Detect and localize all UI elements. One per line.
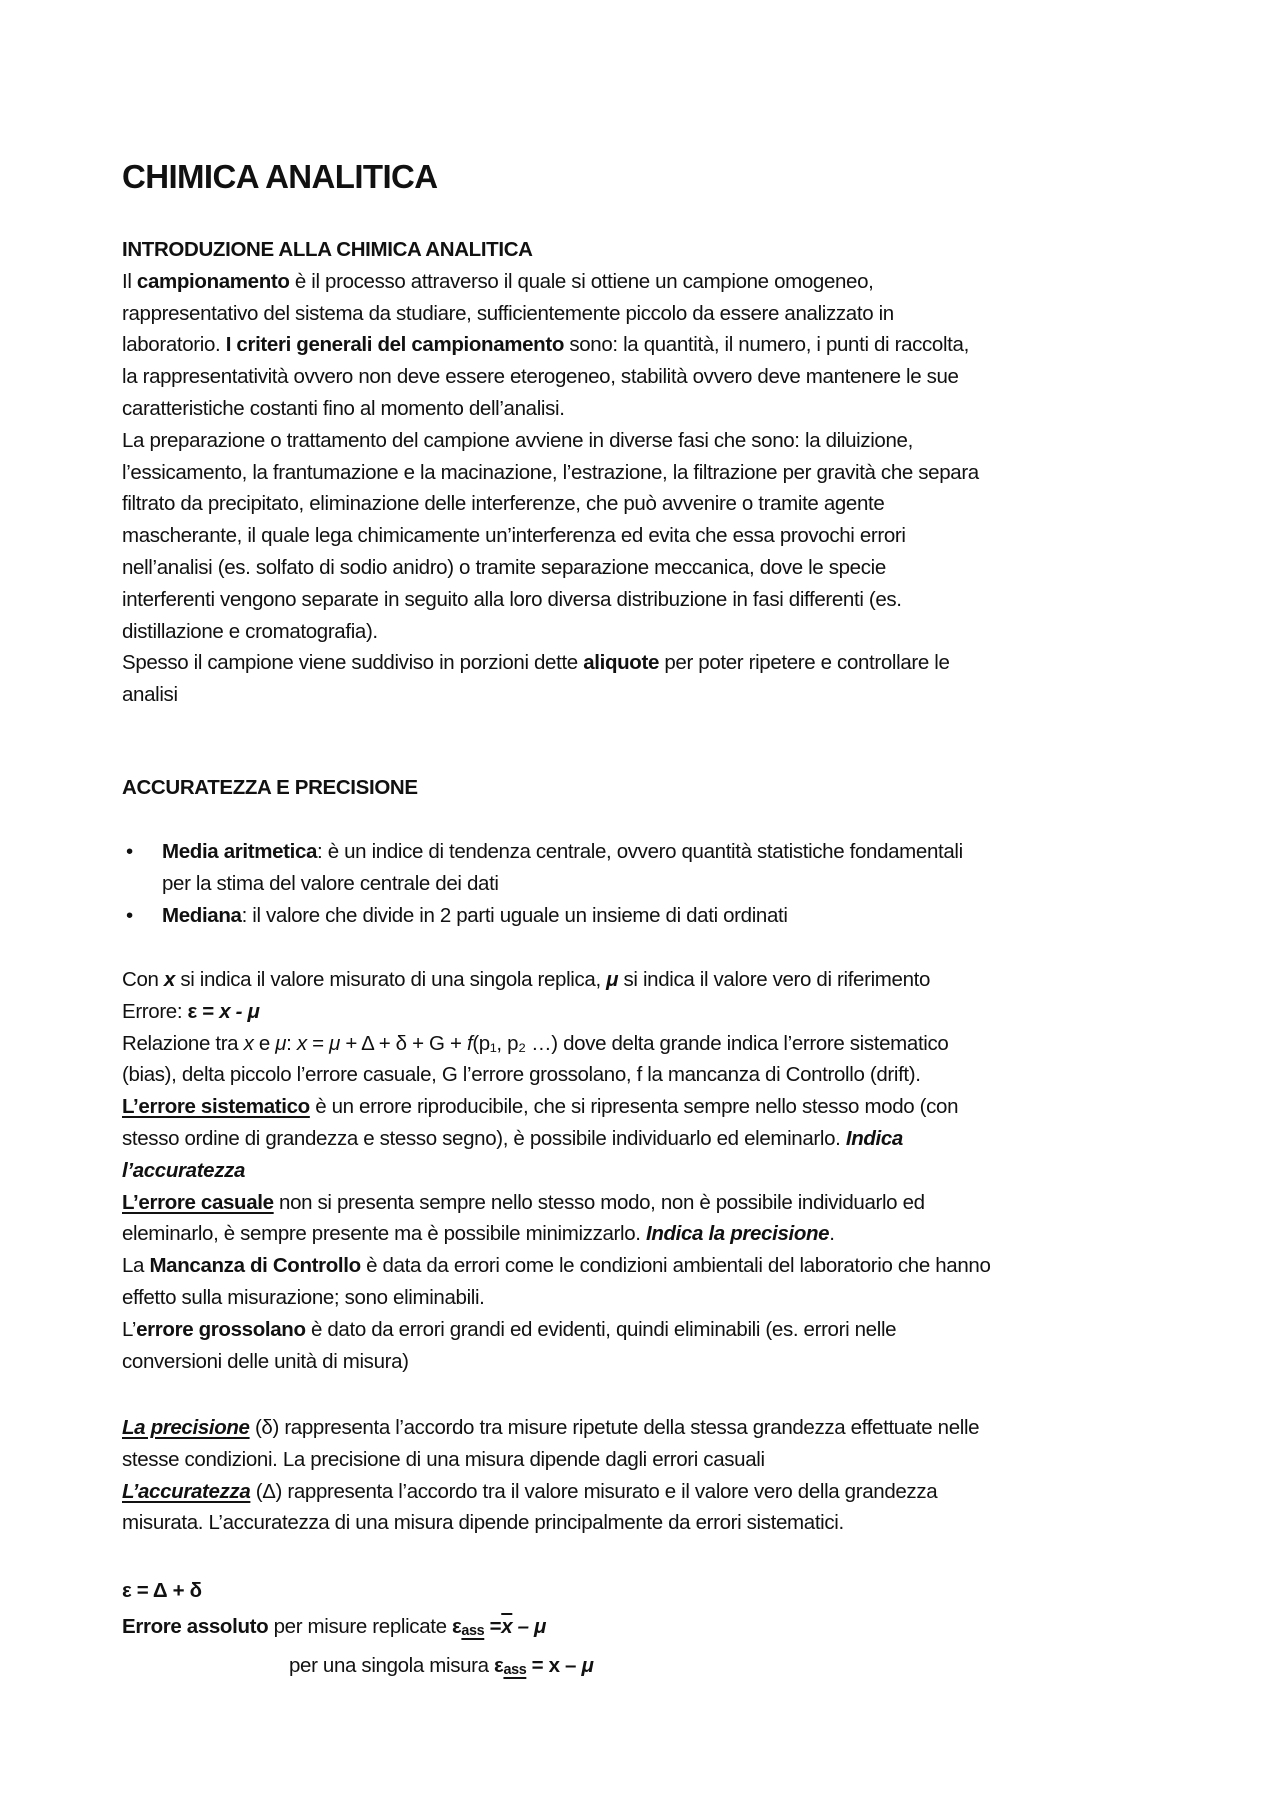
text-run: aliquote xyxy=(583,651,659,675)
text-line xyxy=(289,1650,593,1682)
text-run: ε xyxy=(452,1615,462,1638)
text-run: per misure replicate xyxy=(268,1615,452,1638)
text-line xyxy=(122,900,963,932)
text-line xyxy=(122,1314,991,1346)
text-run: Errore assoluto xyxy=(122,1615,269,1638)
text-run: per poter ripetere e controllare le xyxy=(659,651,950,675)
text-run: errore grossolano xyxy=(136,1317,306,1341)
section-precision-accuracy xyxy=(122,1412,979,1539)
text-run: e xyxy=(253,1031,276,1055)
page-title: CHIMICA ANALITICA xyxy=(122,158,438,195)
text-run: μ xyxy=(606,968,619,991)
text-run: μ xyxy=(581,1654,594,1677)
text-run: L’ xyxy=(122,1317,137,1341)
text-run: per la stima del valore centrale dei dati xyxy=(162,871,499,895)
text-line xyxy=(122,1444,979,1476)
text-run: Errore: xyxy=(122,999,188,1023)
text-run: si indica il valore vero di riferimento xyxy=(618,968,931,991)
text-run: stesse condizioni. La precisione di una misura dipende dagli errori casuali xyxy=(122,1447,765,1471)
text-run: μ xyxy=(275,1031,287,1055)
text-run: L’errore casuale xyxy=(122,1190,274,1214)
text-run: Media aritmetica xyxy=(162,840,318,863)
text-run: (bias), delta piccolo l’errore casuale, G l’errore grossolano, f la mancanza di Controllo (drift). xyxy=(122,1063,921,1087)
text-run: $\overline{x}$ xyxy=(501,1615,513,1638)
text-run: La precisione xyxy=(122,1416,250,1439)
text-run: = xyxy=(484,1615,502,1638)
text-run: conversioni delle unità di misura) xyxy=(122,1349,409,1373)
text-line xyxy=(122,1282,991,1314)
text-run: laboratorio. xyxy=(122,333,226,357)
text-run: ε = xyxy=(187,999,220,1023)
text-line xyxy=(122,1412,979,1444)
text-run: stesso ordine di grandezza e stesso segno), è possibile individuarlo ed eleminarlo. xyxy=(122,1126,846,1150)
text-line xyxy=(122,393,979,425)
text-run: La preparazione o trattamento del campione avviene in diverse fasi che sono: la diluizione, xyxy=(122,428,913,452)
text-line xyxy=(122,1507,979,1539)
text-run: – μ xyxy=(512,1615,547,1638)
text-run: (Δ) rappresenta l’accordo tra il valore misurato e il valore vero della grandezza xyxy=(250,1479,938,1503)
text-run: per una singola misura xyxy=(289,1654,495,1677)
text-run: ass xyxy=(461,1623,485,1640)
text-line xyxy=(122,1346,991,1378)
text-run: INTRODUZIONE ALLA CHIMICA ANALITICA xyxy=(122,238,533,261)
text-run: = x – xyxy=(526,1654,582,1677)
text-line xyxy=(122,1155,991,1187)
text-run: : è un indice di tendenza centrale, ovvero quantità statistiche fondamentali xyxy=(317,840,963,863)
text-line xyxy=(122,964,991,996)
text-line xyxy=(122,1187,991,1219)
text-run: non si presenta sempre nello stesso modo, non è possibile individuarlo ed xyxy=(273,1190,925,1214)
text-line xyxy=(122,1123,991,1155)
text-run: l’accuratezza xyxy=(122,1158,246,1182)
text-run: effetto sulla misurazione; sono eliminabili. xyxy=(122,1285,485,1309)
text-run: x xyxy=(296,1031,307,1055)
text-run: (δ) rappresenta l’accordo tra misure ripetute della stessa grandezza effettuate nelle xyxy=(249,1416,980,1439)
absolute-error-replicates xyxy=(122,1611,546,1643)
text-run: eleminarlo, è sempre presente ma è possibile minimizzarlo. xyxy=(122,1222,646,1246)
text-run: μ xyxy=(329,1031,340,1055)
text-line xyxy=(122,266,979,298)
bullet-icon: • xyxy=(126,840,133,863)
text-run: x xyxy=(163,968,175,991)
text-line xyxy=(122,584,979,616)
text-run: la rappresentatività ovvero non deve essere eterogeneo, stabilità ovvero deve mantenere le sue xyxy=(122,365,959,389)
section-heading-accuratezza xyxy=(122,772,418,804)
text-line xyxy=(122,298,979,330)
text-run: è un errore riproducibile, che si ripresenta sempre nello stesso modo (con xyxy=(309,1095,959,1119)
text-line xyxy=(122,772,418,804)
text-run: sono: la quantità, il numero, i punti di raccolta, xyxy=(564,333,969,357)
text-run: I criteri generali del campionamento xyxy=(225,333,565,357)
text-run: = xyxy=(306,1031,330,1055)
text-line xyxy=(122,1575,202,1607)
text-run: . xyxy=(829,1222,835,1246)
text-run: L’accuratezza xyxy=(122,1479,251,1503)
text-run: Mediana xyxy=(162,903,242,927)
text-line xyxy=(122,1091,991,1123)
text-run: Il xyxy=(122,269,137,293)
text-run: mascherante, il quale lega chimicamente un’interferenza ed evita che essa provochi errori xyxy=(122,524,906,548)
text-line xyxy=(122,520,979,552)
absolute-error-single xyxy=(289,1650,593,1682)
text-line xyxy=(122,361,979,393)
text-run: Indica la precisione xyxy=(645,1222,830,1246)
text-line xyxy=(122,679,979,711)
text-run: ACCURATEZZA E PRECISIONE xyxy=(122,776,418,799)
text-run: f xyxy=(466,1031,473,1055)
text-line xyxy=(122,1218,991,1250)
text-line xyxy=(122,488,979,520)
text-run: (p₁, p₂ …) dove delta grande indica l’errore sistematico xyxy=(472,1031,949,1055)
text-line xyxy=(122,1611,546,1643)
text-run: l’essicamento, la frantumazione e la macinazione, l’estrazione, la filtrazione per gravità che separa xyxy=(122,460,979,484)
text-run: è data da errori come le condizioni ambientali del laboratorio che hanno xyxy=(360,1254,991,1278)
text-line xyxy=(122,329,979,361)
text-run: interferenti vengono separate in seguito alla loro diversa distribuzione in fasi differenti (es. xyxy=(122,587,902,611)
text-run: misurata. L’accuratezza di una misura dipende principalmente da errori sistematici. xyxy=(122,1511,844,1535)
text-line xyxy=(122,868,963,900)
text-run: + Δ + δ + G + xyxy=(339,1031,467,1055)
text-run: rappresentativo del sistema da studiare, sufficientemente piccolo da essere analizzato in xyxy=(122,301,894,325)
text-run: Con xyxy=(122,968,164,991)
error-formula xyxy=(122,1575,202,1607)
text-run: L’errore sistematico xyxy=(122,1095,310,1119)
text-run: : xyxy=(286,1031,297,1055)
text-run: si indica il valore misurato di una singola replica, xyxy=(174,968,607,991)
text-line xyxy=(122,647,979,679)
text-run: La xyxy=(122,1254,150,1278)
text-run: Relazione tra xyxy=(122,1031,244,1055)
text-run: x - μ xyxy=(219,999,260,1023)
text-line xyxy=(122,996,991,1028)
text-run: ε xyxy=(494,1654,504,1677)
text-run: è dato da errori grandi ed evidenti, quindi eliminabili (es. errori nelle xyxy=(305,1317,897,1341)
text-line xyxy=(122,616,979,648)
text-run: ass xyxy=(503,1662,527,1679)
text-run: distillazione e cromatografia). xyxy=(122,619,378,643)
text-line xyxy=(122,552,979,584)
text-line xyxy=(122,234,979,266)
text-run: ε = Δ + δ xyxy=(122,1579,202,1602)
text-run: caratteristiche costanti fino al momento dell’analisi. xyxy=(122,396,565,420)
text-run: Spesso il campione viene suddiviso in porzioni dette xyxy=(122,651,584,675)
section-errors xyxy=(122,964,991,1377)
section-introduction xyxy=(122,234,979,711)
text-run: nell’analisi (es. solfato di sodio anidro) o tramite separazione meccanica, dove le specie xyxy=(122,555,886,579)
bullet-icon: • xyxy=(126,903,133,927)
text-line xyxy=(122,1028,991,1060)
text-run: : il valore che divide in 2 parti uguale un insieme di dati ordinati xyxy=(241,903,788,927)
text-line xyxy=(122,1059,991,1091)
definition-bullet-list xyxy=(122,836,963,931)
text-run: è il processo attraverso il quale si ottiene un campione omogeneo, xyxy=(289,269,874,293)
text-line xyxy=(122,1250,991,1282)
text-run: Mancanza di Controllo xyxy=(149,1254,361,1278)
text-line xyxy=(122,1476,979,1508)
text-run: campionamento xyxy=(136,269,290,293)
text-line xyxy=(122,457,979,489)
text-run: Indica xyxy=(845,1126,903,1150)
text-line xyxy=(122,425,979,457)
text-run: analisi xyxy=(122,683,178,707)
text-line xyxy=(122,836,963,868)
text-run: filtrato da precipitato, eliminazione delle interferenze, che può avvenire o tramite agente xyxy=(122,492,885,516)
text-run: x xyxy=(243,1031,254,1055)
